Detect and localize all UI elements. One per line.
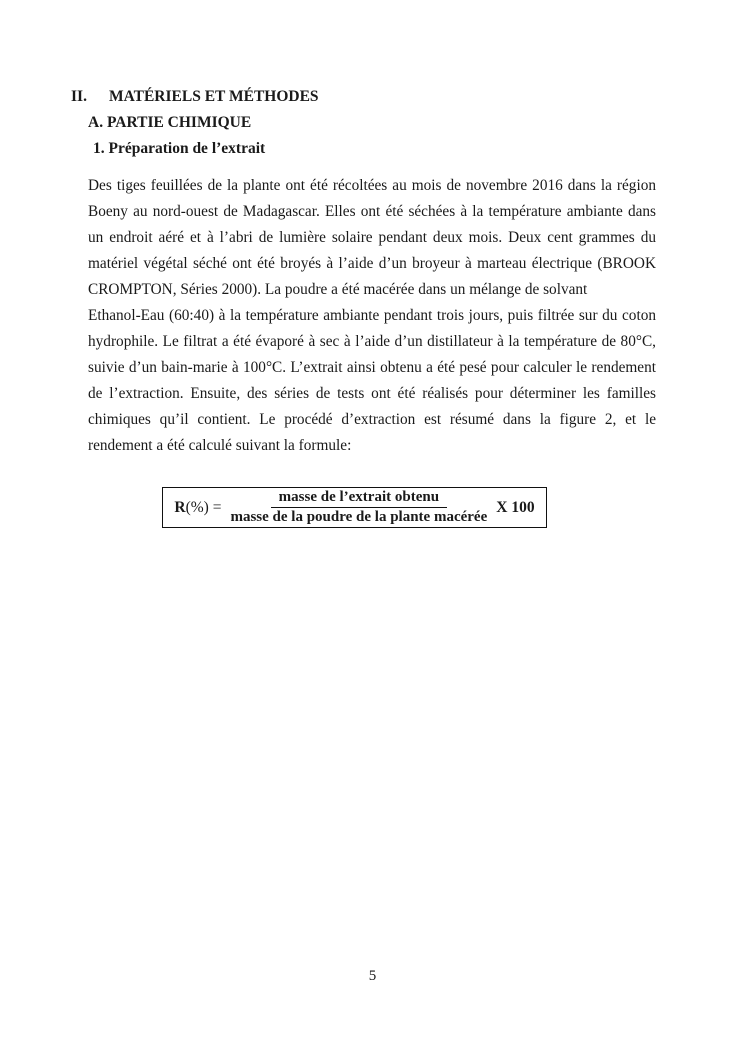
formula-symbol: R	[174, 498, 186, 516]
yield-formula-box	[162, 487, 547, 528]
formula-fraction	[230, 489, 487, 526]
formula-numerator: masse de l’extrait obtenu	[271, 489, 447, 508]
section-heading	[71, 88, 319, 106]
formula-left-hand-side	[174, 499, 221, 517]
paragraph-extraction-1: Des tiges feuillées de la plante ont été récoltées au mois de novembre 2016 dans la région Boeny au nord-ouest de Madagascar. Elles ont été séchées à la température ambiante dans un endroit aéré et à l’abri de lumière solaire pendant deux mois. Deux cent grammes du matériel végétal séché ont été broyés à l’aide d’un broyeur à marteau électrique (BROOK CROMPTON, Séries 2000). La poudre a été macérée dans un mélange de solvant	[88, 177, 656, 298]
formula-denominator: masse de la poudre de la plante macérée	[230, 509, 488, 525]
subsection-a-heading: A. PARTIE CHIMIQUE	[88, 114, 252, 131]
section-title: MATÉRIELS ET MÉTHODES	[108, 88, 319, 105]
page-number: 5	[368, 968, 377, 984]
formula-multiplier: X 100	[496, 498, 535, 516]
subsection-b-heading: 1. Préparation de l’extrait	[93, 140, 266, 157]
section-number: II.	[71, 88, 87, 105]
formula-equals: (%) =	[185, 498, 222, 516]
paragraph-extraction-2: Ethanol-Eau (60:40) à la température ambiante pendant trois jours, puis filtrée sur du coton hydrophile. Le filtrat a été évaporé à sec à l’aide d’un distillateur à la température de 80°C, suivie d’un bain-marie à 100°C. L’extrait ainsi obtenu a été pesé pour calculer le rendement de l’extraction. Ensuite, des séries de tests ont été réalisés pour déterminer les familles chimiques qu’il contient. Le procédé d’extraction est résumé dans la figure 2, et le rendement a été calculé suivant la formule:	[88, 307, 656, 454]
